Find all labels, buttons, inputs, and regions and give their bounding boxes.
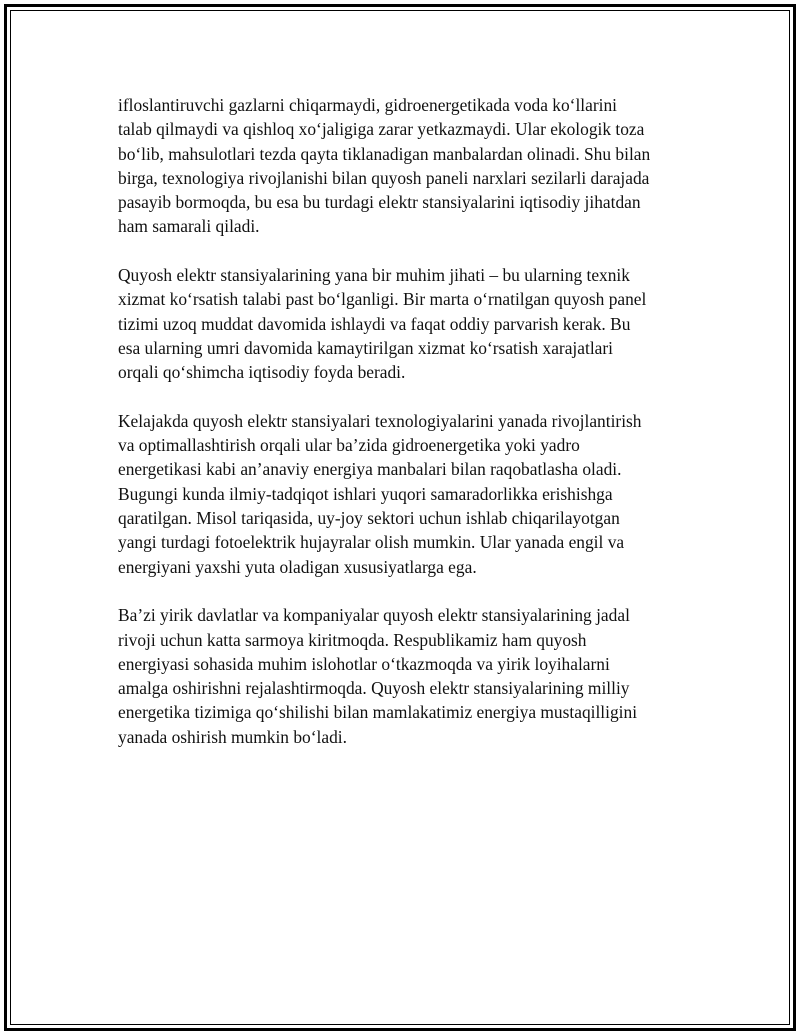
text-line: energetika tizimiga qoʻshilishi bilan mamlakatimiz energiya mustaqilligini (118, 702, 638, 723)
text-line: va optimallashtirish orqali ular baʼzida gidroenergetika yoki yadro (118, 435, 580, 456)
paragraph-4 (118, 603, 698, 749)
text-line: ifloslantiruvchi gazlarni chiqarmaydi, gidroenergetikada voda koʻllarini (118, 95, 618, 115)
text-line: yangi turdagi fotoelektrik hujayralar olish mumkin. Ular yanada engil va (118, 532, 625, 553)
text-line: Baʼzi yirik davlatlar va kompaniyalar quyosh elektr stansiyalarining jadal (118, 605, 630, 626)
text-line: yanada oshirish mumkin boʻladi. (118, 726, 347, 747)
text-line: energiyasi sohasida muhim islohotlar oʻtkazmoqda va yirik loyihalarni (118, 653, 610, 674)
text-line: qaratilgan. Misol tariqasida, uy-joy sektori uchun ishlab chiqarilayotgan (118, 508, 620, 529)
text-line: boʻlib, mahsulotlari tezda qayta tiklanadigan manbalardan olinadi. Shu bilan (118, 143, 651, 164)
text-line: amalga oshirishni rejalashtirmoqda. Quyosh elektr stansiyalarining milliy (118, 678, 630, 699)
text-line: rivoji uchun katta sarmoya kiritmoqda. Respublikamiz ham quyosh (118, 629, 587, 650)
text-line: talab qilmaydi va qishloq xoʻjaligiga zarar yetkazmaydi. Ular ekologik toza (118, 119, 645, 140)
text-line: energiyani yaxshi yuta oladigan xususiyatlarga ega. (118, 556, 477, 577)
text-line: pasayib bormoqda, bu esa bu turdagi elektr stansiyalarini iqtisodiy jihatdan (118, 192, 641, 213)
text-line: orqali qoʻshimcha iqtisodiy foyda beradi. (118, 362, 406, 383)
text-line: tizimi uzoq muddat davomida ishlaydi va faqat oddiy parvarish kerak. Bu (118, 313, 631, 334)
text-line: energetikasi kabi anʼanaviy energiya manbalari bilan raqobatlasha oladi. (118, 459, 622, 480)
text-line: Kelajakda quyosh elektr stansiyalari texnologiyalarini yanada rivojlantirish (118, 410, 642, 431)
text-line: Quyosh elektr stansiyalarining yana bir muhim jihati – bu ularning texnik (118, 265, 630, 286)
text-line: ham samarali qiladi. (118, 216, 260, 237)
text-line: esa ularning umri davomida kamaytirilgan xizmat koʻrsatish xarajatlari (118, 337, 613, 358)
text-line: birga, texnologiya rivojlanishi bilan quyosh paneli narxlari sezilarli darajada (118, 167, 650, 188)
paragraph-3 (118, 409, 698, 579)
paragraph-1 (118, 93, 698, 239)
paragraph-2 (118, 263, 698, 384)
document-body (118, 93, 698, 773)
text-line: Bugungi kunda ilmiy-tadqiqot ishlari yuqori samaradorlikka erishishga (118, 483, 613, 504)
text-line: xizmat koʻrsatish talabi past boʻlganligi. Bir marta oʻrnatilgan quyosh panel (118, 289, 647, 310)
